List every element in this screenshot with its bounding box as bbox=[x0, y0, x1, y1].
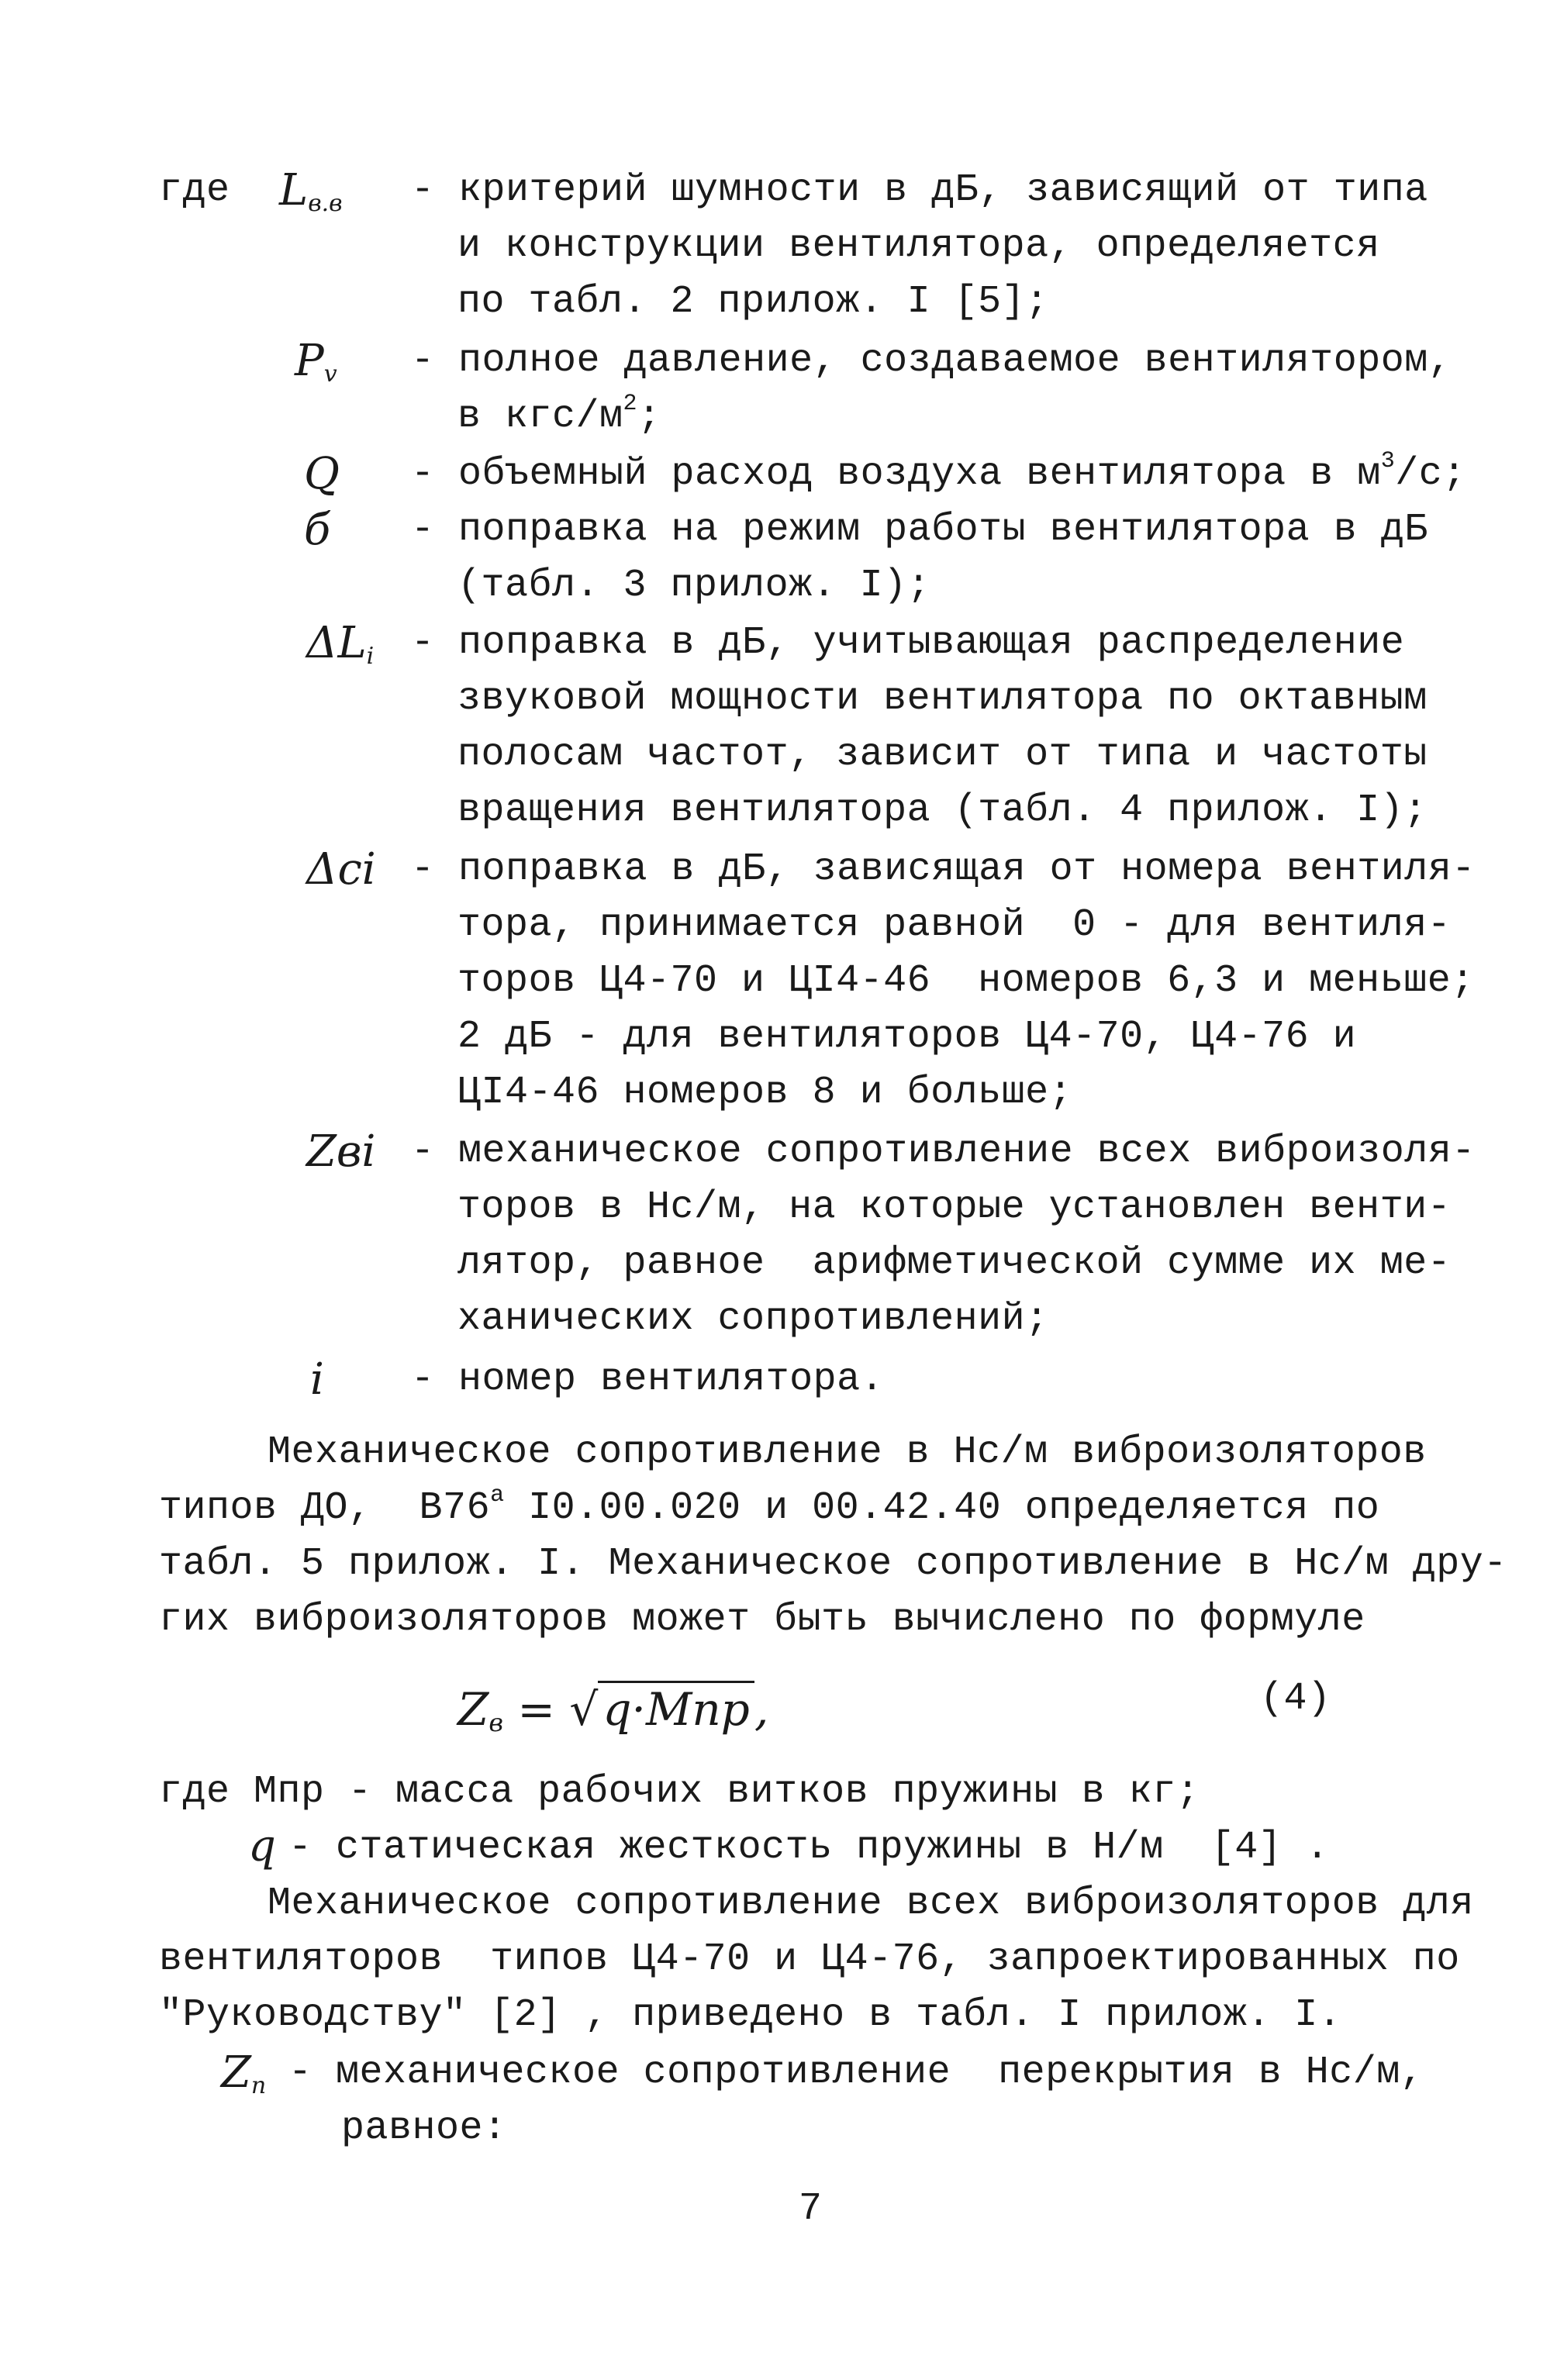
def-text: в кгс/м bbox=[457, 395, 623, 439]
formula-lhs-sub: в bbox=[489, 1708, 503, 1737]
def-line: ЦI4-46 номеров 8 и больше; bbox=[457, 1071, 1073, 1115]
symbol-i: i bbox=[310, 1354, 324, 1405]
paragraph-line: гих виброизоляторов может быть вычислено по формуле bbox=[159, 1598, 1365, 1642]
paragraph-text: I0.00.020 и 00.42.40 определяется по bbox=[504, 1486, 1380, 1530]
paragraph-line: - механическое сопротивление перекрытия в Нс/м, bbox=[288, 2051, 1424, 2095]
def-line: ханических сопротивлений; bbox=[457, 1297, 1049, 1341]
paragraph-text: типов ДО, В76 bbox=[159, 1486, 491, 1530]
def-line: - механическое сопротивление всех виброизоля- bbox=[411, 1130, 1476, 1174]
paragraph-line: вентиляторов типов Ц4-70 и Ц4-76, запроектированных по bbox=[159, 1937, 1460, 1982]
formula-number: (4) bbox=[1260, 1677, 1331, 1721]
paragraph-line: Механическое сопротивление в Нс/м виброизоляторов bbox=[268, 1430, 1427, 1475]
symbol-pv bbox=[295, 338, 337, 398]
symbol-sub: в.в bbox=[308, 190, 343, 217]
def-line: и конструкции вентилятора, определяется bbox=[457, 224, 1380, 268]
paragraph-line: равное: bbox=[341, 2106, 507, 2151]
def-line: полосам частот, зависит от типа и частоты bbox=[457, 733, 1428, 777]
def-line: - поправка в дБ, учитывающая распределение bbox=[411, 621, 1405, 665]
def-text: ; bbox=[637, 395, 661, 439]
def-line: тора, принимается равной 0 - для вентиля- bbox=[457, 903, 1452, 947]
def-line: звуковой мощности вентилятора по октавным bbox=[457, 677, 1428, 721]
symbol-b: б bbox=[304, 505, 331, 555]
def-line: - критерий шумности в дБ, зависящий от типа bbox=[411, 168, 1428, 212]
def-line: - номер вентилятора. bbox=[411, 1357, 885, 1402]
symbol-sub: i bbox=[366, 643, 375, 670]
paragraph-line: где Мпр - масса рабочих витков пружины в кг; bbox=[159, 1770, 1200, 1814]
symbol-main: ΔL bbox=[306, 618, 367, 668]
def-line: 2 дБ - для вентиляторов Ц4-70, Ц4-76 и bbox=[457, 1015, 1357, 1059]
symbol-zvi: Zвi bbox=[306, 1126, 376, 1177]
def-line: (табл. 3 прилож. I); bbox=[457, 564, 931, 608]
def-line: - поправка в дБ, зависящая от номера вентиля- bbox=[411, 847, 1476, 892]
paragraph-line: табл. 5 прилож. I. Механическое сопротивление в Нс/м дру- bbox=[159, 1542, 1507, 1586]
where-label: где bbox=[159, 168, 230, 212]
symbol-sub: v bbox=[323, 360, 337, 388]
formula-lhs: Z bbox=[457, 1683, 489, 1736]
superscript: а bbox=[490, 1482, 505, 1509]
symbol-q-stiffness: q bbox=[248, 1821, 276, 1871]
superscript: 2 bbox=[623, 391, 638, 417]
superscript: 3 bbox=[1380, 448, 1396, 474]
def-line: торов в Нс/м, на которые установлен венти- bbox=[457, 1185, 1452, 1230]
def-line: по табл. 2 прилож. I [5]; bbox=[457, 280, 1049, 324]
def-line: - полное давление, создаваемое вентилятором, bbox=[411, 339, 1452, 383]
paragraph-line: "Руководству" [2] , приведено в табл. I прилож. I. bbox=[159, 1993, 1342, 2037]
formula-trail: , bbox=[754, 1683, 769, 1736]
def-line bbox=[457, 391, 661, 440]
def-line: вращения вентилятора (табл. 4 прилож. I); bbox=[457, 788, 1428, 833]
symbol-q: Q bbox=[304, 449, 340, 499]
def-line: лятор, равное арифметической сумме их ме- bbox=[457, 1241, 1452, 1285]
formula-eq: = √ bbox=[502, 1683, 599, 1736]
symbol-zp bbox=[221, 2047, 267, 2109]
symbol-main: P bbox=[295, 336, 324, 386]
paragraph-line: Механическое сопротивление всех виброизоляторов для bbox=[268, 1882, 1474, 1926]
paragraph-line: - статическая жесткость пружины в Н/м [4] . bbox=[288, 1826, 1330, 1870]
formula-radicand: q·Mпр bbox=[598, 1681, 754, 1736]
symbol-delta-li bbox=[306, 620, 374, 680]
def-line: торов Ц4-70 и ЦI4-46 номеров 6,3 и меньше; bbox=[457, 959, 1475, 1003]
symbol-main: L bbox=[279, 165, 309, 216]
def-line: - поправка на режим работы вентилятора в дБ bbox=[411, 508, 1428, 552]
symbol-sub: п bbox=[250, 2072, 267, 2099]
formula-4 bbox=[457, 1682, 768, 1750]
paragraph-line bbox=[159, 1482, 1380, 1532]
def-text: /с; bbox=[1395, 452, 1466, 496]
symbol-delta-ci: Δci bbox=[306, 844, 376, 895]
def-line bbox=[411, 448, 1466, 498]
page-number: 7 bbox=[799, 2187, 823, 2231]
def-text: - объемный расход воздуха вентилятора в м bbox=[411, 452, 1381, 496]
symbol-main: Z bbox=[221, 2047, 251, 2098]
symbol-l-vv bbox=[279, 167, 343, 227]
